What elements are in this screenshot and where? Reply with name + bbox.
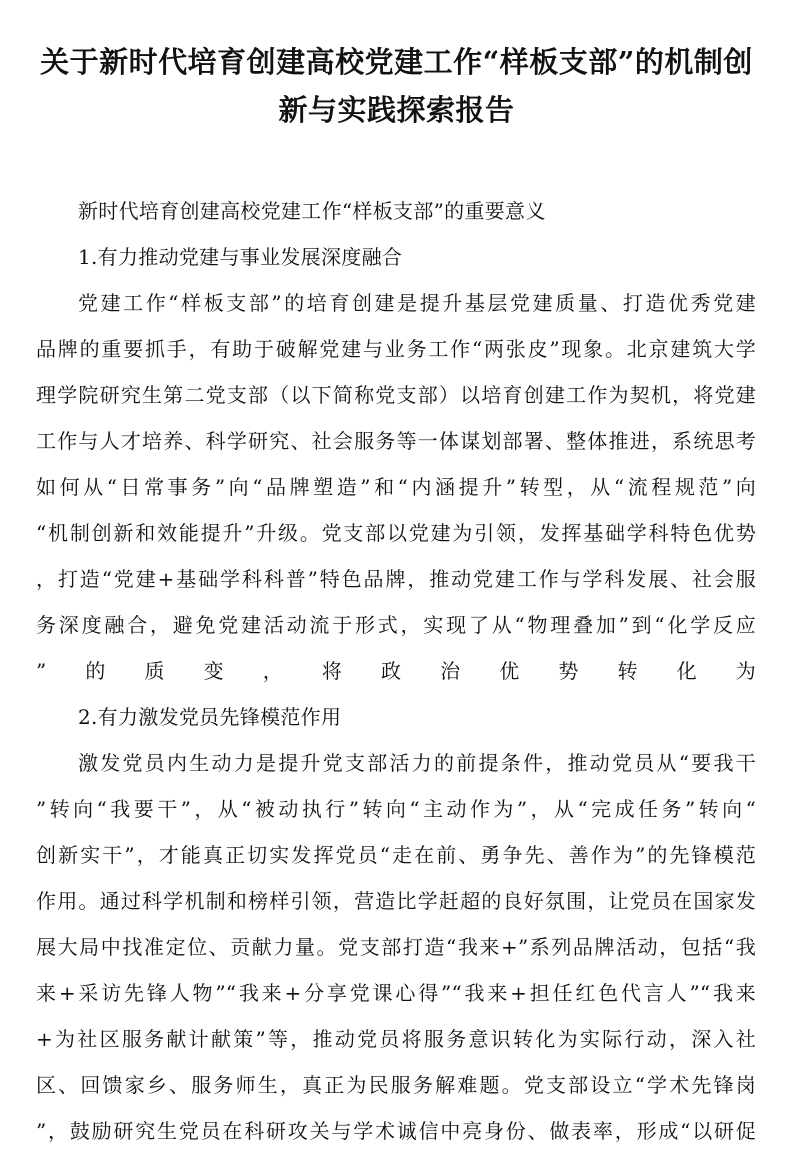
paragraph-line: 理学院研究生第二党支部（以下简称党支部）以培育创建工作为契机，将党建 — [36, 383, 756, 407]
subsection-heading-1: 1.有力推动党建与事业发展深度融合 — [78, 245, 403, 269]
paragraph-line: 作用。通过科学机制和榜样引领，营造比学赶超的良好氛围，让党员在国家发 — [36, 889, 756, 913]
paragraph-line: ”的质变，将政治优势转化为 — [36, 659, 756, 683]
paragraph-line: 品牌的重要抓手，有助于破解党建与业务工作“两张皮”现象。北京建筑大学 — [36, 337, 756, 361]
paragraph-line: 党建工作“样板支部”的培育创建是提升基层党建质量、打造优秀党建 — [78, 291, 756, 315]
paragraph-line: 务深度融合，避免党建活动流于形式，实现了从“物理叠加”到“化学反应 — [36, 613, 756, 637]
section-heading: 新时代培育创建高校党建工作“样板支部”的重要意义 — [78, 199, 546, 223]
paragraph-line: 区、回馈家乡、服务师生，真正为民服务解难题。党支部设立“学术先锋岗 — [36, 1073, 756, 1097]
paragraph-line: 展大局中找准定位、贡献力量。党支部打造“我来+”系列品牌活动，包括“我 — [36, 935, 756, 959]
paragraph-line: 创新实干”，才能真正切实发挥党员“走在前、勇争先、善作为”的先锋模范 — [36, 843, 756, 867]
paragraph-line: “机制创新和效能提升”升级。党支部以党建为引领，发挥基础学科特色优势 — [36, 521, 756, 545]
paragraph-line: 激发党员内生动力是提升党支部活力的前提条件，推动党员从“要我干 — [78, 751, 756, 775]
paragraph-line: ”转向“我要干”，从“被动执行”转向“主动作为”，从“完成任务”转向“ — [36, 797, 756, 821]
paragraph-line: 如何从“日常事务”向“品牌塑造”和“内涵提升”转型，从“流程规范”向 — [36, 475, 756, 499]
paragraph-line: 工作与人才培养、科学研究、社会服务等一体谋划部署、整体推进，系统思考 — [36, 429, 756, 453]
paragraph-line: ”，鼓励研究生党员在科研攻关与学术诚信中亮身份、做表率，形成“以研促 — [36, 1119, 756, 1143]
paragraph-line: 来+采访先锋人物”“我来+分享党课心得”“我来+担任红色代言人”“我来 — [36, 981, 756, 1005]
subsection-heading-2: 2.有力激发党员先锋模范作用 — [78, 705, 342, 729]
paragraph-1 — [36, 280, 756, 694]
paragraph-2 — [36, 740, 756, 1154]
paragraph-line: +为社区服务献计献策”等，推动党员将服务意识转化为实际行动，深入社 — [36, 1027, 756, 1051]
document-title: 关于新时代培育创建高校党建工作“样板支部”的机制创新与实践探索报告 — [40, 45, 753, 127]
document-body — [36, 188, 756, 1154]
paragraph-line: ，打造“党建+基础学科科普”特色品牌，推动党建工作与学科发展、社会服 — [36, 567, 756, 591]
